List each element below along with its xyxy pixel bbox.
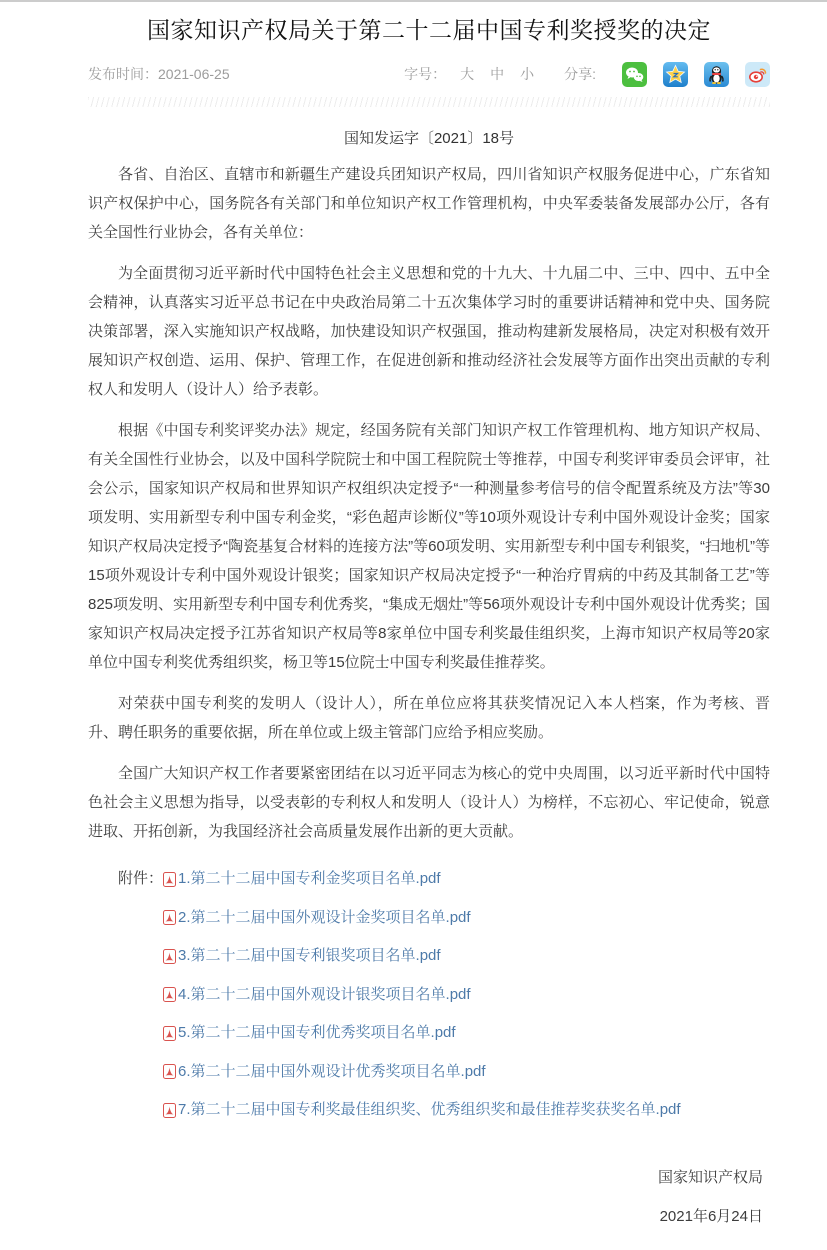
pdf-icon — [163, 949, 176, 964]
attachment-link-2[interactable]: 2.第二十二届中国外观设计金奖项目名单.pdf — [163, 907, 471, 929]
pdf-icon — [163, 1103, 176, 1118]
qq-share-icon[interactable] — [704, 62, 729, 87]
signature: 国家知识产权局 — [657, 1168, 763, 1186]
attachment-link-4[interactable]: 4.第二十二届中国外观设计银奖项目名单.pdf — [163, 984, 471, 1006]
attachment-item — [163, 1099, 770, 1125]
attachment-item — [163, 945, 770, 971]
pdf-icon — [163, 1026, 176, 1041]
attachment-link-6[interactable]: 6.第二十二届中国外观设计优秀奖项目名单.pdf — [163, 1061, 486, 1083]
publish-time-value: 2021-06-25 — [158, 66, 230, 82]
pdf-icon — [163, 872, 176, 887]
share-label: 分享: — [564, 66, 596, 82]
font-size-large-button[interactable]: 大 — [460, 66, 475, 82]
document-footer — [88, 1166, 770, 1226]
attachment-link-1[interactable]: 1.第二十二届中国专利金奖项目名单.pdf — [163, 868, 441, 890]
attachment-link-5[interactable]: 5.第二十二届中国专利优秀奖项目名单.pdf — [163, 1022, 456, 1044]
attachment-link-7[interactable]: 7.第二十二届中国专利奖最佳组织奖、优秀组织奖和最佳推荐奖获奖名单.pdf — [163, 1099, 681, 1121]
pdf-icon — [163, 1064, 176, 1079]
hatched-divider — [88, 97, 770, 107]
attachment-item — [163, 907, 770, 933]
article-page — [0, 12, 827, 1250]
paragraph: 对荣获中国专利奖的发明人（设计人），所在单位应将其获奖情况记入本人档案，作为考核、晋升、聘任职务的重要依据，所在单位或上级主管部门应给予相应奖励。 — [88, 695, 770, 741]
pdf-icon — [163, 987, 176, 1002]
attachment-item — [163, 984, 770, 1010]
qzone-share-icon[interactable] — [663, 62, 688, 87]
meta-toolbar — [88, 61, 770, 87]
top-border-line — [0, 0, 827, 2]
attachments-list — [163, 868, 770, 1138]
font-size-medium-button[interactable]: 中 — [490, 66, 505, 82]
document-number: 国知发运字〔2021〕18号 — [343, 130, 515, 147]
pdf-icon — [163, 910, 176, 925]
font-size-label: 字号： — [404, 66, 447, 82]
page-title: 国家知识产权局关于第二十二届中国专利奖授奖的决定 — [147, 17, 711, 43]
publish-time — [88, 64, 230, 84]
attachments-section — [88, 868, 770, 1138]
font-share-controls — [404, 62, 770, 87]
publish-time-label: 发布时间： — [88, 66, 158, 82]
document-body — [88, 160, 770, 846]
wechat-share-icon[interactable] — [622, 62, 647, 87]
attachments-label: 附件： — [118, 870, 164, 887]
attachment-item — [163, 868, 770, 894]
font-size-small-button[interactable]: 小 — [520, 66, 535, 82]
paragraph: 根据《中国专利奖评奖办法》规定，经国务院有关部门知识产权工作管理机构、地方知识产权局、有关全国性行业协会，以及中国科学院院士和中国工程院院士等推荐，中国专利奖评审委员会评审，社会公示，国家知识产权局和世界知识产权组织决定授予“一种测量参考信号的信令配置系统及方法”等30项发明、实用新型专利中国专利金奖，“彩色超声诊断仪”等10项外观设计专利中国外观设计金奖；国家知识产权局决定授予“陶瓷基复合材料的连接方法”等60项发明、实用新型专利中国专利银奖，“扫地机”等15项外观设计专利中国外观设计银奖；国家知识产权局决定授予“一种治疗胃病的中药及其制备工艺”等825项发明、实用新型专利中国专利优秀奖，“集成无烟灶”等56项外观设计专利中国外观设计优秀奖；国家知识产权局决定授予江苏省知识产权局等8家单位中国专利奖最佳组织奖，上海市知识产权局等20家单位中国专利奖优秀组织奖，杨卫等15位院士中国专利奖最佳推荐奖。 — [88, 422, 770, 671]
paragraph: 为全面贯彻习近平新时代中国特色社会主义思想和党的十九大、十九届二中、三中、四中、五中全会精神，认真落实习近平总书记在中央政治局第二十五次集体学习时的重要讲话精神和党中央、国务院决策部署，深入实施知识产权战略，加快建设知识产权强国，推动构建新发展格局，决定对积极有效开展知识产权创造、运用、保护、管理工作，在促进创新和推动经济社会发展等方面作出突出贡献的专利权人和发明人（设计人）给予表彰。 — [88, 265, 770, 398]
attachment-item — [163, 1022, 770, 1048]
attachment-link-3[interactable]: 3.第二十二届中国专利银奖项目名单.pdf — [163, 945, 441, 967]
paragraph: 各省、自治区、直辖市和新疆生产建设兵团知识产权局，四川省知识产权服务促进中心，广东省知识产权保护中心，国务院各有关部门和单位知识产权工作管理机构，中央军委装备发展部办公厅，各有关全国性行业协会，各有关单位： — [88, 166, 770, 241]
attachment-item — [163, 1061, 770, 1087]
signature-date: 2021年6月24日 — [659, 1207, 763, 1225]
paragraph: 全国广大知识产权工作者要紧密团结在以习近平同志为核心的党中央周围，以习近平新时代中国特色社会主义思想为指导，以受表彰的专利权人和发明人（设计人）为榜样，不忘初心、牢记使命，锐意进取、开拓创新，为我国经济社会高质量发展作出新的更大贡献。 — [88, 765, 770, 840]
weibo-share-icon[interactable] — [745, 62, 770, 87]
